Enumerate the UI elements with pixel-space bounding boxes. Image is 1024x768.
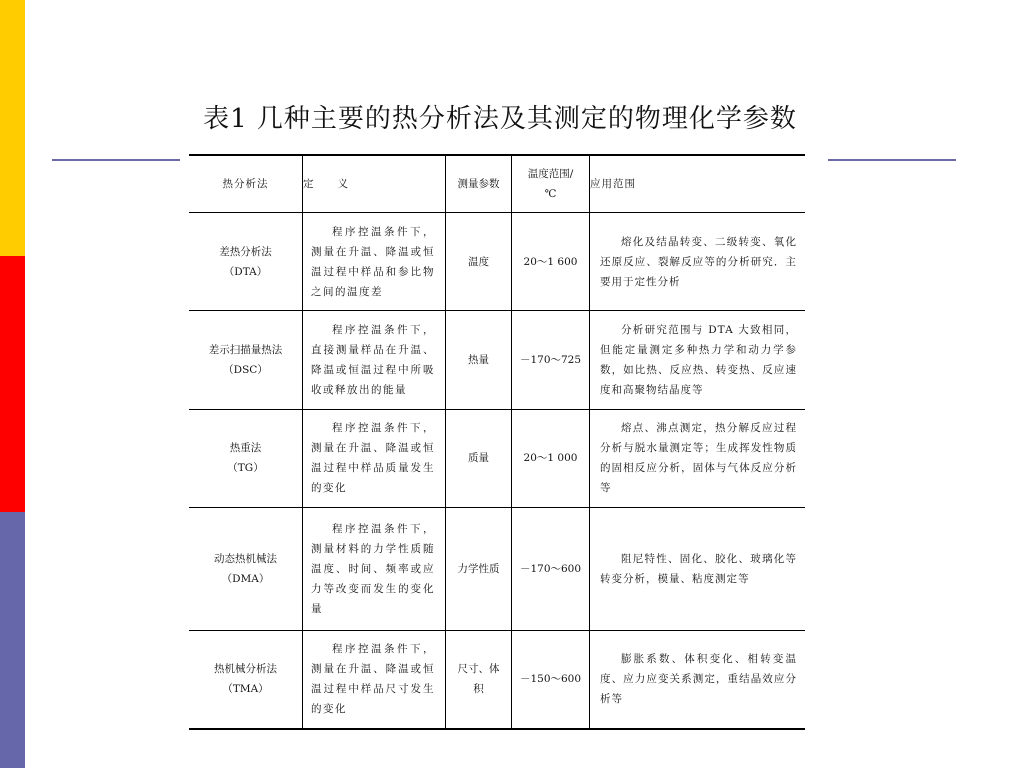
cell-method: 热重法 （TG） [189, 409, 303, 507]
table-row [189, 409, 805, 507]
cell-temp-range: －170～600 [512, 507, 590, 630]
cell-param: 力学性质 [446, 507, 512, 630]
cell-method: 动态热机械法 （DMA） [189, 507, 303, 630]
cell-temp-range: 20～1 600 [512, 213, 590, 311]
table-row [189, 630, 805, 729]
thermal-analysis-table [189, 154, 801, 730]
table-row [189, 213, 805, 311]
cell-application: 熔化及结晶转变、二级转变、氧化还原反应、裂解反应等的分析研究．主要用于定性分析 [590, 213, 806, 311]
title-rule-right [828, 159, 956, 161]
cell-definition: 程序控温条件下，测量在升温、降温或恒温过程中样品质量发生的变化 [303, 409, 446, 507]
cell-param: 温度 [446, 213, 512, 311]
accent-bar-purple [0, 512, 25, 768]
cell-method: 差示扫描量热法 （DSC） [189, 311, 303, 409]
header-definition: 定 义 [303, 155, 446, 213]
table-header-row [189, 155, 805, 213]
header-application: 应用范围 [590, 155, 806, 213]
cell-temp-range: 20～1 000 [512, 409, 590, 507]
cell-param: 质量 [446, 409, 512, 507]
table-row [189, 507, 805, 630]
cell-param: 热量 [446, 311, 512, 409]
header-method: 热分析法 [189, 155, 303, 213]
cell-temp-range: －150～600 [512, 630, 590, 729]
cell-definition: 程序控温条件下，直接测量样品在升温、降温或恒温过程中所吸收或释放出的能量 [303, 311, 446, 409]
slide-title: 表1 几种主要的热分析法及其测定的物理化学参数 [203, 104, 797, 134]
cell-param: 尺寸、体积 [446, 630, 512, 729]
header-temp-range: 温度范围/℃ [512, 155, 590, 213]
cell-temp-range: －170～725 [512, 311, 590, 409]
cell-method: 热机械分析法 （TMA） [189, 630, 303, 729]
cell-definition: 程序控温条件下，测量在升温、降温或恒温过程中样品尺寸发生的变化 [303, 630, 446, 729]
cell-definition: 程序控温条件下，测量材料的力学性质随温度、时间、频率或应力等改变而发生的变化量 [303, 507, 446, 630]
cell-application: 熔点、沸点测定，热分解反应过程分析与脱水量测定等；生成挥发性物质的固相反应分析，固体与气体反应分析等 [590, 409, 806, 507]
cell-application: 膨胀系数、体积变化、相转变温度、应力应变关系测定，重结晶效应分析等 [590, 630, 806, 729]
cell-definition: 程序控温条件下，测量在升温、降温或恒温过程中样品和参比物之间的温度差 [303, 213, 446, 311]
header-param: 测量参数 [446, 155, 512, 213]
title-rule-left [52, 159, 180, 161]
accent-bar-red [0, 256, 25, 512]
cell-application: 分析研究范围与 DTA 大致相同，但能定量测定多种热力学和动力学参数，如比热、反应热、转变热、反应速度和高聚物结晶度等 [590, 311, 806, 409]
cell-method: 差热分析法 （DTA） [189, 213, 303, 311]
cell-application: 阻尼特性、固化、胶化、玻璃化等转变分析，模量、粘度测定等 [590, 507, 806, 630]
table-row [189, 311, 805, 409]
